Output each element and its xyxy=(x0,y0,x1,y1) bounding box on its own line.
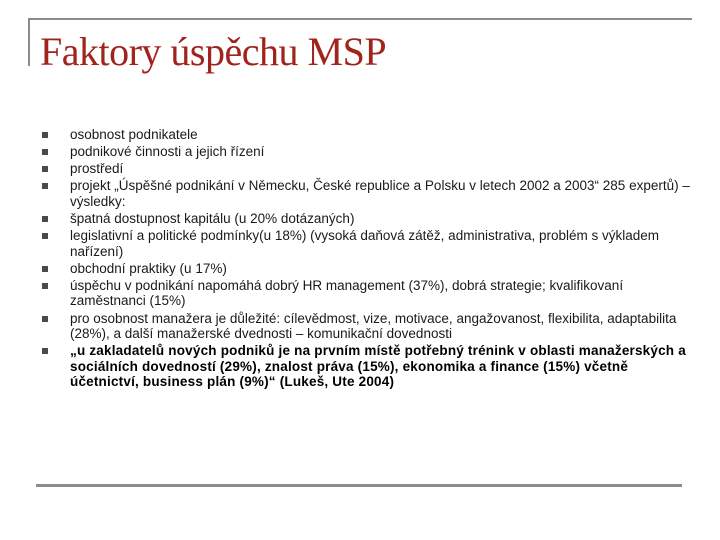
square-bullet-icon xyxy=(42,348,48,354)
list-item xyxy=(40,178,690,209)
title-frame-vertical-rule xyxy=(28,18,30,66)
square-bullet-icon xyxy=(42,132,48,138)
list-item xyxy=(40,311,690,342)
list-item xyxy=(40,211,690,227)
list-item-text: prostředí xyxy=(70,161,124,177)
list-item-text: podnikové činnosti a jejich řízení xyxy=(70,144,265,160)
list-item xyxy=(40,228,690,259)
list-item xyxy=(40,161,690,177)
list-item-text: legislativní a politické podmínky(u 18%) (vysoká daňová zátěž, administrativa, problém s výkladem nařízení) xyxy=(70,228,660,259)
list-item xyxy=(40,278,690,309)
footer-rule xyxy=(36,484,682,487)
square-bullet-icon xyxy=(42,316,48,322)
list-item-text: úspěchu v podnikání napomáhá dobrý HR management (37%), dobrá strategie; kvalifikovaní zaměstnanci (15%) xyxy=(70,277,624,309)
square-bullet-icon xyxy=(42,216,48,222)
slide-title: Faktory úspěchu MSP xyxy=(40,29,387,74)
square-bullet-icon xyxy=(42,283,48,289)
list-item xyxy=(40,127,690,143)
list-item-text: „u zakladatelů nových podniků je na prvním místě potřebný trénink v oblasti manažerských a sociálních dovedností (29%), znalost práva (15%), ekonomika a finance (15%) včetně účetnictví, business plán (9%)“ (Lukeš, Ute 2004) xyxy=(70,343,686,390)
list-item-highlighted xyxy=(40,343,690,390)
bullet-list xyxy=(40,127,690,392)
square-bullet-icon xyxy=(42,166,48,172)
square-bullet-icon xyxy=(42,266,48,272)
list-item-text: špatná dostupnost kapitálu (u 20% dotázaných) xyxy=(70,210,355,226)
list-item xyxy=(40,144,690,160)
square-bullet-icon xyxy=(42,149,48,155)
square-bullet-icon xyxy=(42,233,48,239)
list-item-text: osobnost podnikatele xyxy=(70,127,198,142)
list-item xyxy=(40,261,690,277)
list-item-text: pro osobnost manažera je důležité: cílevědmost, vize, motivace, angažovanost, flexibilita, adaptabilita (28%), a další manažerské dvednosti – komunikační dovednosti xyxy=(70,310,677,342)
list-item-text: obchodní praktiky (u 17%) xyxy=(70,260,227,276)
list-item-text: projekt „Úspěšné podnikání v Německu, České republice a Polsku v letech 2002 a 2003“ 285 expertů) – výsledky: xyxy=(70,178,690,209)
title-frame-horizontal-rule xyxy=(28,18,692,20)
square-bullet-icon xyxy=(42,183,48,189)
